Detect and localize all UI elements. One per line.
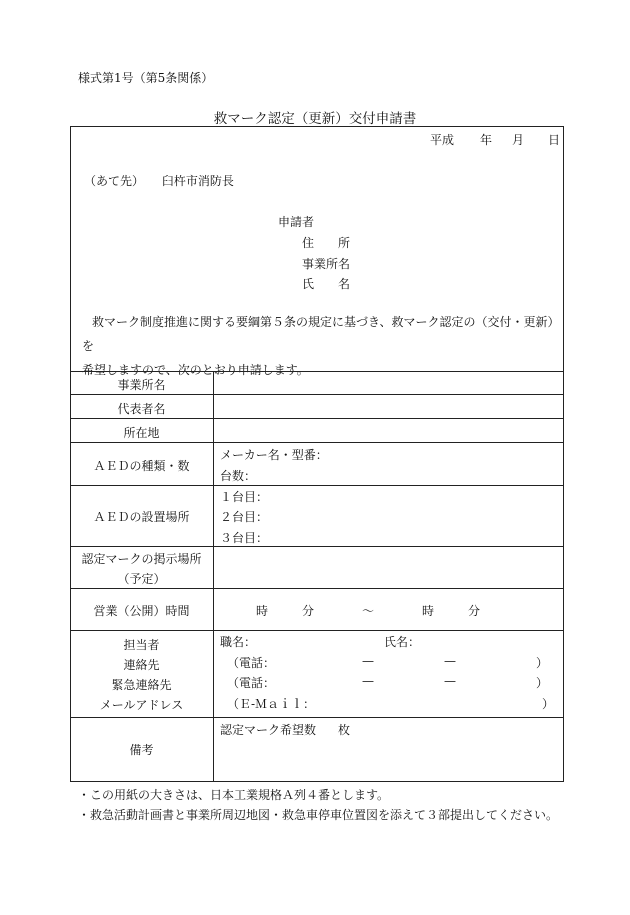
row-divider — [70, 418, 564, 419]
row-divider — [70, 717, 564, 718]
table-top-border — [70, 371, 564, 372]
statement-line-2: 希望しますので、次のとおり申請します。 — [82, 363, 309, 377]
email-close: ） — [542, 697, 555, 711]
label-office-name: 事業所名 — [117, 378, 166, 392]
hours-end-hour: 時 — [422, 604, 435, 618]
label-remarks: 備考 — [129, 743, 154, 757]
aed-unit1-label: １台目： — [220, 490, 269, 504]
tel-close: ） — [536, 656, 549, 670]
applicant-name-label: 氏 名 — [302, 277, 351, 291]
applicant-office-label: 事業所名 — [302, 257, 351, 271]
person-name-label: 氏名： — [384, 635, 421, 649]
hours-end-minute: 分 — [468, 604, 481, 618]
mark-count-unit: 枚 — [338, 723, 351, 737]
label-business-hours: 営業（公開）時間 — [93, 604, 190, 618]
label-mark-place: 認定マークの掲示場所 — [81, 552, 202, 566]
page-title: 救マーク認定（更新）交付申請書 — [213, 111, 417, 127]
row-divider — [70, 546, 564, 547]
row-divider — [70, 485, 564, 486]
form-number: 様式第1号（第5条関係） — [78, 71, 214, 85]
hours-start-minute: 分 — [302, 604, 315, 618]
row-divider — [70, 630, 564, 631]
label-location: 所在地 — [123, 426, 160, 440]
note-attachments: ・救急活動計画書と事業所周辺地図・救急車停車位置図を添えて３部提出してください。 — [78, 808, 559, 822]
aed-unit2-label: ２台目： — [220, 510, 269, 524]
aed-count-label: 台数： — [220, 469, 257, 483]
label-representative: 代表者名 — [117, 402, 166, 416]
column-divider — [213, 371, 214, 782]
post-label: 職名： — [220, 635, 257, 649]
addressee-prefix: （あて先） — [84, 174, 145, 188]
tel-dash-2: — — [444, 654, 456, 668]
note-paper-size: ・この用紙の大きさは、日本工業規格Ａ列４番とします。 — [78, 788, 390, 802]
label-emergency-contact: 緊急連絡先 — [111, 678, 172, 692]
date-month: 月 — [512, 133, 525, 147]
row-divider — [70, 394, 564, 395]
tel-label: （電話： — [227, 656, 276, 670]
label-person-in-charge: 担当者 — [123, 638, 160, 652]
applicant-heading: 申請者 — [278, 215, 315, 229]
date-year: 年 — [480, 133, 493, 147]
mark-count-label: 認定マーク希望数 — [220, 723, 317, 737]
emergency-tel-label: （電話： — [227, 676, 276, 690]
hours-tilde: ～ — [362, 604, 375, 618]
aed-unit3-label: ３台目： — [220, 531, 269, 545]
date-era: 平成 — [430, 133, 455, 147]
row-divider — [70, 442, 564, 443]
emergency-tel-dash-2: — — [444, 674, 456, 688]
applicant-address-label: 住 所 — [302, 236, 351, 250]
label-contact: 連絡先 — [123, 658, 160, 672]
statement-line-1: 救マーク制度推進に関する要綱第５条の規定に基づき、救マーク認定の（交付・更新）を — [82, 315, 560, 353]
label-email: メールアドレス — [99, 698, 184, 712]
label-mark-place-planned: （予定） — [117, 572, 166, 586]
label-aed-type: ＡＥＤの種類・数 — [93, 459, 190, 473]
row-divider — [70, 588, 564, 589]
emergency-tel-dash-1: — — [362, 674, 374, 688]
hours-start-hour: 時 — [256, 604, 269, 618]
addressee — [84, 172, 234, 189]
email-label: （Ｅ-Ｍａｉｌ： — [227, 697, 316, 711]
tel-dash-1: — — [362, 654, 374, 668]
emergency-tel-close: ） — [536, 676, 549, 690]
label-aed-place: ＡＥＤの設置場所 — [93, 510, 190, 524]
addressee-name: 臼杵市消防長 — [161, 174, 234, 188]
aed-maker-label: メーカー名・型番： — [220, 448, 328, 462]
date-day: 日 — [548, 133, 561, 147]
